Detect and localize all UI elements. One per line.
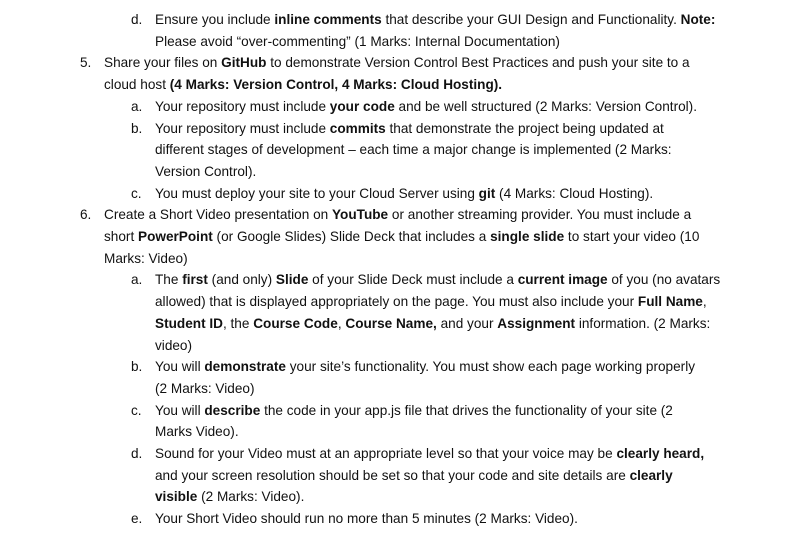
- text-run: allowed) that is displayed appropriately on the page. You must also include your: [155, 294, 638, 310]
- bold-text: first: [182, 272, 208, 288]
- bold-text: describe: [204, 402, 261, 418]
- text-run: to demonstrate Version Control Best Practices and push your site to a: [266, 55, 690, 71]
- bold-text: git: [478, 185, 496, 201]
- bold-text: current image: [517, 272, 608, 288]
- text-line: [104, 76, 502, 93]
- bold-text: PowerPoint: [138, 229, 213, 244]
- text-line: [104, 228, 699, 245]
- text-run: to start your video (10: [564, 229, 700, 244]
- text-run: and be well structured (2 Marks: Version Control).: [394, 98, 697, 114]
- text-line: [155, 467, 673, 484]
- bold-text: clearly heard,: [616, 446, 705, 461]
- list-marker: e.: [131, 511, 143, 527]
- text-line: [155, 337, 192, 354]
- bold-text: Note:: [680, 12, 716, 27]
- text-line: [155, 445, 704, 462]
- text-run: the code in your app.js file that drives the functionality of your site (2: [260, 402, 673, 418]
- bold-text: inline comments: [274, 12, 382, 27]
- text-run: of your Slide Deck must include a: [308, 272, 518, 288]
- list-marker: d.: [131, 446, 143, 461]
- text-line: [104, 250, 188, 267]
- text-run: Marks Video).: [155, 424, 239, 440]
- bold-text: YouTube: [331, 207, 389, 223]
- bold-text: Full Name: [637, 294, 703, 310]
- text-line: [155, 488, 304, 505]
- text-run: short: [104, 229, 138, 244]
- text-run: ,: [337, 315, 346, 331]
- text-line: [155, 402, 673, 419]
- text-line: [155, 185, 653, 202]
- bold-text: Slide: [275, 272, 309, 288]
- list-marker: b.: [131, 120, 143, 136]
- bold-text: GitHub: [221, 55, 267, 71]
- text-line: [155, 271, 720, 288]
- bold-text: your code: [329, 98, 395, 114]
- bold-text: Course Code: [253, 315, 338, 331]
- text-line: [155, 11, 715, 28]
- list-marker: a.: [131, 272, 143, 288]
- list-marker: a.: [131, 98, 143, 114]
- text-line: [155, 510, 578, 527]
- text-run: that describe your GUI Design and Functionality.: [381, 12, 681, 27]
- text-run: cloud host: [104, 77, 170, 93]
- text-run: , the: [222, 315, 254, 331]
- text-run: ,: [702, 294, 707, 310]
- text-line: [155, 358, 695, 375]
- text-line: [155, 141, 672, 158]
- bold-text: Student ID: [155, 315, 223, 331]
- text-run: Sound for your Video must at an appropriate level so that your voice may be: [155, 446, 617, 461]
- text-run: of you (no avatars: [607, 272, 721, 288]
- text-run: (and only): [207, 272, 276, 288]
- text-run: video): [155, 337, 193, 353]
- text-run: Create a Short Video presentation on: [104, 207, 332, 223]
- text-line: [155, 163, 256, 180]
- text-run: Share your files on: [104, 55, 222, 71]
- text-run: (2 Marks: Video).: [197, 489, 305, 505]
- list-marker: c.: [131, 185, 142, 201]
- text-line: [155, 423, 239, 440]
- text-run: Your repository must include: [155, 98, 330, 114]
- bold-text: visible: [155, 489, 198, 505]
- text-run: You will: [155, 359, 205, 375]
- text-run: The: [155, 272, 183, 288]
- text-run: Your repository must include: [155, 120, 330, 136]
- text-run: You must deploy your site to your Cloud Server using: [155, 185, 479, 201]
- text-run: different stages of development – each time a major change is implemented (2 Marks:: [155, 142, 672, 158]
- list-marker: d.: [131, 12, 143, 27]
- text-run: information. (2 Marks:: [575, 315, 711, 331]
- text-line: [155, 315, 710, 332]
- text-line: [155, 120, 664, 137]
- text-run: (4 Marks: Cloud Hosting).: [495, 185, 654, 201]
- text-run: and your screen resolution should be set so that your code and site details are: [155, 467, 630, 483]
- text-line: [155, 293, 707, 310]
- bold-text: clearly: [629, 467, 673, 483]
- text-run: and your: [436, 315, 498, 331]
- text-run: Your Short Video should run no more than 5 minutes (2 Marks: Video).: [155, 511, 578, 527]
- text-run: (or Google Slides) Slide Deck that includes a: [212, 229, 491, 244]
- text-run: You will: [155, 402, 205, 418]
- text-line: [104, 206, 691, 223]
- text-line: [155, 380, 254, 397]
- text-run: your site’s functionality. You must show each page working properly: [285, 359, 696, 375]
- bold-text: single slide: [490, 229, 565, 244]
- list-marker: 6.: [80, 207, 92, 223]
- list-marker: c.: [131, 402, 142, 418]
- text-run: that demonstrate the project being updated at: [385, 120, 664, 136]
- text-run: (2 Marks: Video): [155, 380, 255, 396]
- text-line: [104, 54, 690, 71]
- text-run: Marks: Video): [104, 250, 188, 266]
- bold-text: (4 Marks: Version Control, 4 Marks: Cloud Hosting).: [169, 77, 503, 93]
- text-line: [155, 33, 560, 50]
- bold-text: commits: [329, 120, 386, 136]
- bold-text: demonstrate: [204, 359, 286, 375]
- list-marker: 5.: [80, 55, 92, 71]
- text-run: or another streaming provider. You must include a: [388, 207, 692, 223]
- text-run: Version Control).: [155, 163, 257, 179]
- text-line: [155, 98, 697, 115]
- text-run: Ensure you include: [155, 12, 275, 27]
- bold-text: Course Name,: [345, 315, 437, 331]
- bold-text: Assignment: [497, 315, 576, 331]
- text-run: Please avoid “over-commenting” (1 Marks: Internal Documentation): [155, 33, 560, 49]
- list-marker: b.: [131, 359, 143, 375]
